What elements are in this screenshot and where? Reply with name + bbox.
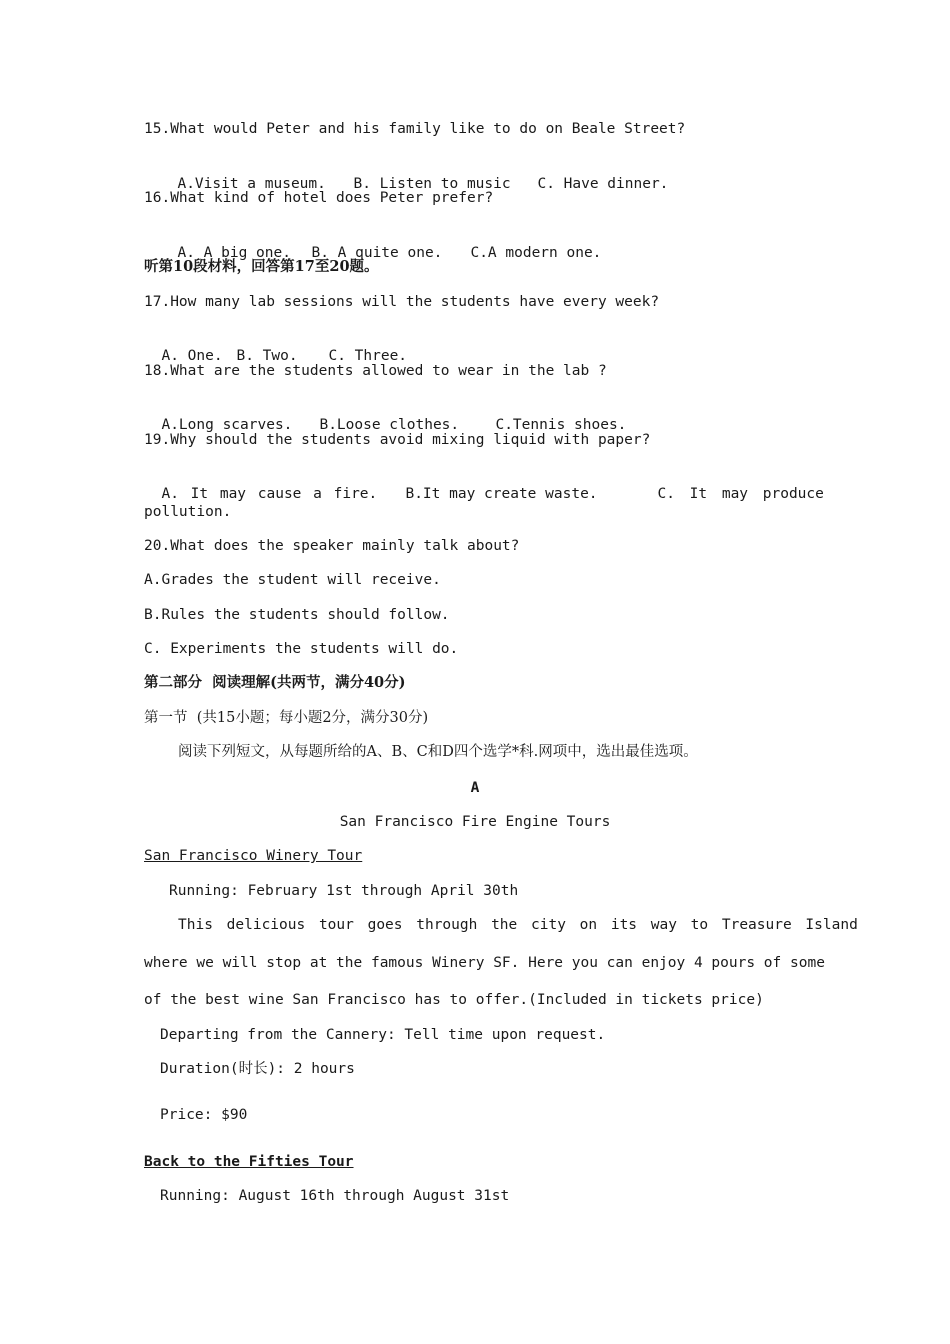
tour-1-desc-line-3: of the best wine San Francisco has to offer.(Included in tickets price) (144, 992, 764, 1008)
question-16: 16.What kind of hotel does Peter prefer? (144, 190, 494, 206)
option-c: C.Tennis shoes. (495, 417, 627, 433)
tour-1-running: Running: February 1st through April 30th (169, 883, 519, 899)
tour-2-name: Back to the Fifties Tour (144, 1154, 354, 1170)
tour-1-desc-line-2: where we will stop at the famous Winery SF. Here you can enjoy 4 pours of some (144, 955, 825, 971)
option-a: A.Long scarves. (161, 417, 293, 433)
tour-1-desc-line-1: This delicious tour goes through the city on its way to Treasure Island (178, 917, 858, 933)
options-19 (144, 464, 824, 504)
option-a: A.Visit a museum. (177, 176, 326, 192)
option-c: C. Three. (328, 348, 408, 364)
option-c: C. Have dinner. (537, 176, 669, 192)
option-b: B.Loose clothes. (319, 417, 460, 433)
option-a: A. A big one. (177, 245, 291, 261)
option-b: B.It may create waste. (405, 486, 598, 502)
options-18 (144, 395, 626, 435)
option-a: A. One. (161, 348, 223, 364)
option-c: C. Experiments the students will do. (144, 641, 459, 657)
part-2-heading: 第二部分 阅读理解(共两节，满分40分) (144, 674, 406, 691)
option-b: B. A quite one. (311, 245, 443, 261)
option-a: A.Grades the student will receive. (144, 572, 441, 588)
section-1-heading: 第一节 (共15小题；每小题2分，满分30分) (144, 710, 429, 726)
option-b: B. Two. (236, 348, 298, 364)
question-17: 17.How many lab sessions will the students have every week? (144, 294, 660, 310)
tour-1-departing: Departing from the Cannery: Tell time upon request. (160, 1027, 606, 1043)
tour-1-price: Price: $90 (160, 1107, 248, 1123)
option-b: B.Rules the students should follow. (144, 607, 450, 623)
tour-1-duration: Duration(时长): 2 hours (160, 1061, 355, 1077)
option-c: C. It may produce (657, 486, 824, 502)
question-20: 20.What does the speaker mainly talk about? (144, 538, 520, 554)
tour-1-name: San Francisco Winery Tour (144, 848, 363, 864)
option-c: C.A modern one. (470, 245, 602, 261)
tour-2-running: Running: August 16th through August 31st (160, 1188, 510, 1204)
option-b: B. Listen to music (353, 176, 511, 192)
question-19: 19.Why should the students avoid mixing liquid with paper? (144, 432, 651, 448)
passage-title: San Francisco Fire Engine Tours (339, 814, 611, 830)
options-17 (144, 326, 407, 366)
reading-instruction: 阅读下列短文，从每题所给的A、B、C和D四个选学*科.网项中，选出最佳选项。 (178, 744, 698, 760)
option-c-continued: pollution. (144, 504, 232, 520)
question-15: 15.What would Peter and his family like to do on Beale Street? (144, 121, 686, 137)
question-18: 18.What are the students allowed to wear in the lab ? (144, 363, 607, 379)
option-a: A. It may cause a fire. (161, 486, 378, 502)
passage-letter: A (470, 780, 480, 796)
section-10-heading: 听第10段材料，回答第17至20题。 (144, 258, 379, 275)
